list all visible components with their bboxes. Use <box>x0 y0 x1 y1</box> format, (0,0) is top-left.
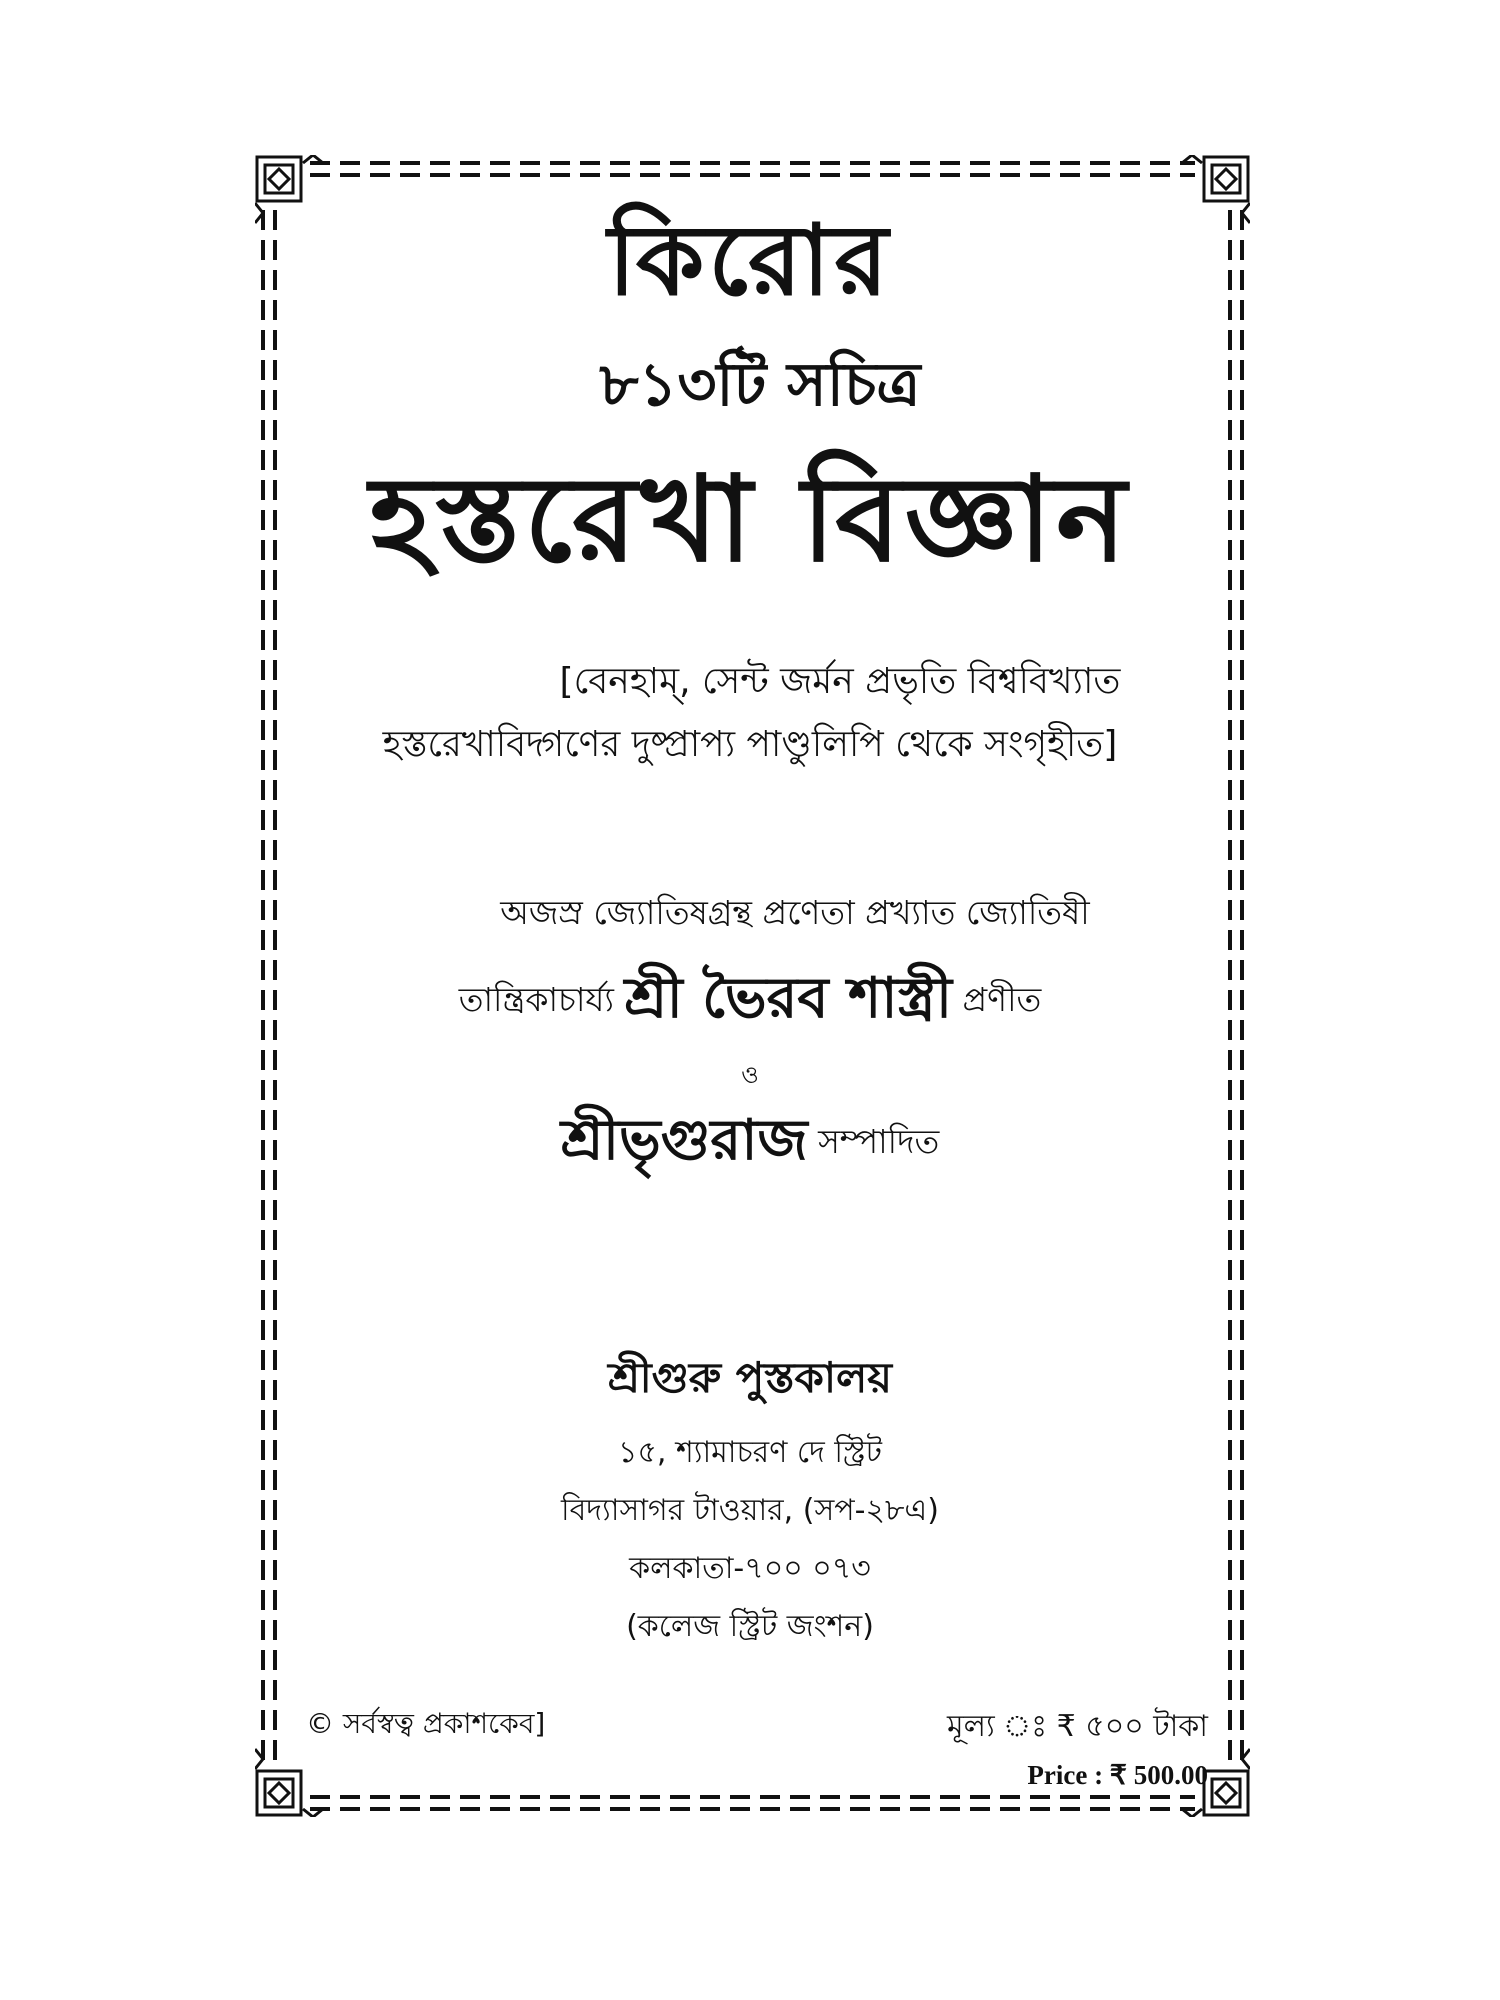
editor-name: শ্রীভৃগুরাজ <box>560 1108 808 1173</box>
author-prefix: তান্ত্রিকাচার্য্য <box>458 980 614 1019</box>
author-suffix: প্রণীত <box>962 980 1042 1019</box>
publisher-address-4: (কলেজ স্ট্রিট জংশন) <box>626 1609 874 1644</box>
editor-suffix: সম্পাদিত <box>818 1122 940 1161</box>
publisher-address-3: কলকাতা-৭০০ ০৭৩ <box>629 1551 871 1586</box>
conjunction: ও <box>741 1061 759 1089</box>
editor-line <box>0 1110 1500 1172</box>
publisher-address-2: বিদ্যাসাগর টাওয়ার, (সপ-২৮এ) <box>561 1493 939 1528</box>
price-bengali: মূল্য ঃ ₹ ৫০০ টাকা <box>946 1709 1208 1744</box>
copyright-notice: © সর্বস্বত্ব প্রকাশকেব] <box>306 1707 546 1740</box>
title-line-1: কিরোর <box>607 204 893 318</box>
title-line-2: ৮১৩টি সচিত্র <box>599 350 921 420</box>
subtitle-line-1: [বেনহাম্, সেন্ট জর্মন প্রভৃতি বিশ্ববিখ্যাত <box>559 661 1121 702</box>
publisher-name: শ্রীগুরু পুস্তকালয় <box>607 1353 893 1402</box>
author-intro: অজস্র জ্যোতিষগ্রন্থ প্রণেতা প্রখ্যাত জ্যোতিষী <box>500 893 1090 932</box>
subtitle-line-2: হস্তরেখাবিদ্গণের দুষ্প্রাপ্য পাণ্ডুলিপি থেকে সংগৃহীত] <box>382 724 1118 765</box>
author-line <box>0 968 1500 1030</box>
publisher-address-1: ১৫, শ্যামাচরণ দে স্ট্রিট <box>617 1435 883 1470</box>
title-line-3: হস্তরেখা বিজ্ঞান <box>369 450 1131 588</box>
price-english: Price : ₹ 500.00 <box>1027 1760 1208 1790</box>
author-name: শ্রী ভৈরব শাস্ত্রী <box>624 966 953 1031</box>
